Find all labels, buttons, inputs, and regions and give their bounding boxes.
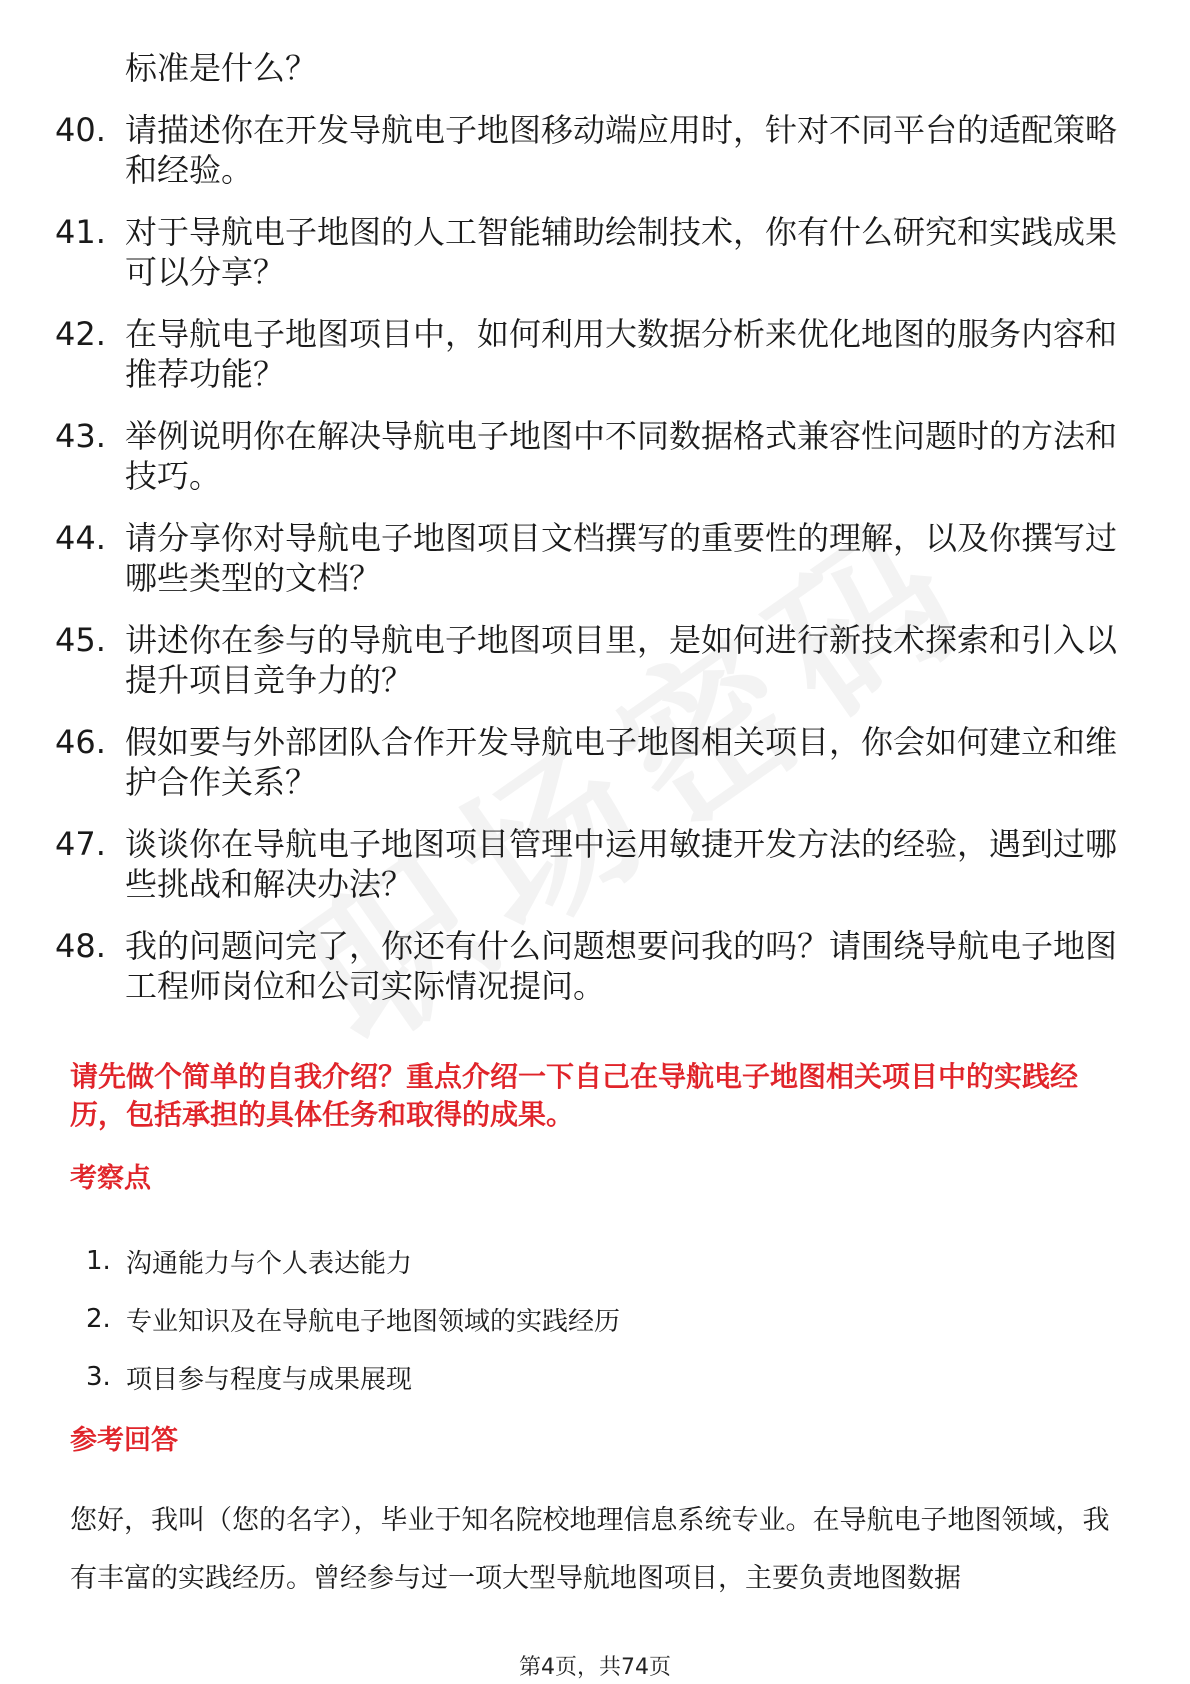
question-text: 对于导航电子地图的人工智能辅助绘制技术，你有什么研究和实践成果可以分享？ xyxy=(125,213,1118,291)
point-item xyxy=(86,1232,986,1290)
question-text: 谈谈你在导航电子地图项目管理中运用敏捷开发方法的经验，遇到过哪些挑战和解决办法？ xyxy=(125,825,1118,903)
question-number: 41. xyxy=(55,213,106,251)
question-number: 43. xyxy=(55,417,106,455)
main-question: 请先做个简单的自我介绍？重点介绍一下自己在导航电子地图相关项目中的实践经历，包括承担的具体任务和取得的成果。 xyxy=(70,1060,1079,1131)
question-item xyxy=(55,212,1135,292)
point-text: 沟通能力与个人表达能力 xyxy=(126,1248,413,1279)
question-text: 请描述你在开发导航电子地图移动端应用时，针对不同平台的适配策略和经验。 xyxy=(125,111,1118,189)
question-number: 45. xyxy=(55,621,106,659)
point-number: 2. xyxy=(86,1304,111,1334)
answer-text: 您好，我叫（您的名字），毕业于知名院校地理信息系统专业。在导航电子地图领域，我有丰富的实践经历。曾经参与过一项大型导航地图项目，主要负责地图数据 xyxy=(70,1505,1110,1594)
question-text: 请分享你对导航电子地图项目文档撰写的重要性的理解，以及你撰写过哪些类型的文档？ xyxy=(125,519,1118,597)
question-number: 42. xyxy=(55,315,106,353)
question-item xyxy=(55,824,1135,904)
question-number: 46. xyxy=(55,723,106,761)
question-item xyxy=(55,926,1135,1006)
question-item xyxy=(55,518,1135,598)
question-text: 讲述你在参与的导航电子地图项目里，是如何进行新技术探索和引入以提升项目竞争力的？ xyxy=(125,621,1118,699)
point-item xyxy=(86,1290,986,1348)
point-number: 1. xyxy=(86,1246,111,1276)
question-item xyxy=(55,620,1135,700)
question-item xyxy=(55,314,1135,394)
question-text: 举例说明你在解决导航电子地图中不同数据格式兼容性问题时的方法和技巧。 xyxy=(125,417,1118,495)
point-item xyxy=(86,1348,986,1406)
point-text: 项目参与程度与成果展现 xyxy=(126,1364,413,1395)
question-item xyxy=(55,110,1135,190)
points-list xyxy=(86,1232,986,1406)
question-text: 假如要与外部团队合作开发导航电子地图相关项目，你会如何建立和维护合作关系？ xyxy=(125,723,1118,801)
question-number: 40. xyxy=(55,111,106,149)
question-item xyxy=(55,722,1135,802)
points-heading: 考察点 xyxy=(70,1163,151,1194)
question-continuation: 标准是什么？ xyxy=(125,49,318,87)
page-footer: 第4页，共74页 xyxy=(519,1655,671,1680)
question-text: 在导航电子地图项目中，如何利用大数据分析来优化地图的服务内容和推荐功能？ xyxy=(125,315,1118,393)
point-number: 3. xyxy=(86,1362,111,1392)
answer-heading: 参考回答 xyxy=(70,1425,178,1456)
question-text: 我的问题问完了，你还有什么问题想要问我的吗？请围绕导航电子地图工程师岗位和公司实际情况提问。 xyxy=(125,927,1118,1005)
question-list xyxy=(55,48,1135,1006)
question-number: 48. xyxy=(55,927,106,965)
question-number: 44. xyxy=(55,519,106,557)
question-item xyxy=(55,416,1135,496)
point-text: 专业知识及在导航电子地图领域的实践经历 xyxy=(126,1306,621,1337)
question-number: 47. xyxy=(55,825,106,863)
